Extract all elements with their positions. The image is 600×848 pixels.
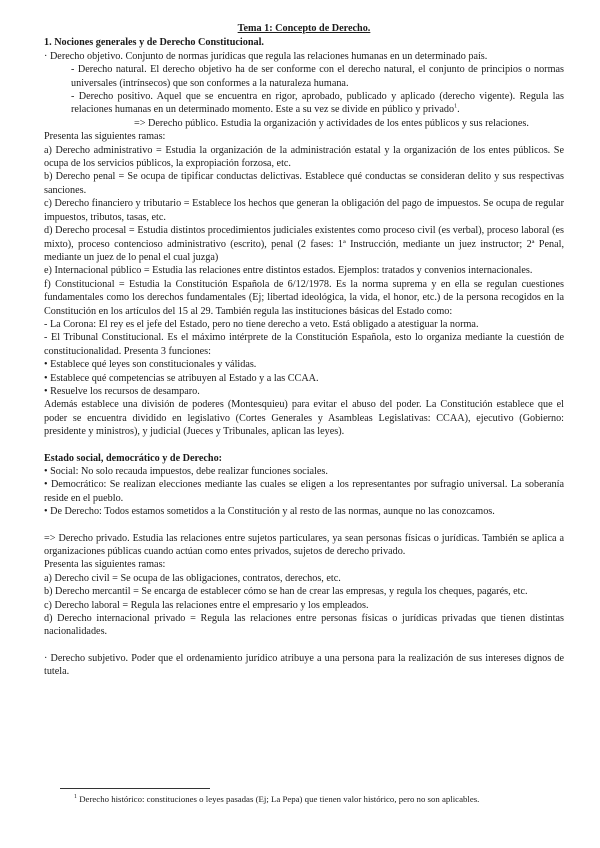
bullet-democratico: • Democrático: Se realizan elecciones mediante las cuales se eligen a los representantes por sufragio universal. La soberanía reside en el pueblo.: [44, 479, 564, 504]
para-ramas-privado: Presenta las siguientes ramas:: [44, 559, 166, 571]
para-derecho-positivo: - Derecho positivo. Aquel que se encuentra en rigor, aprobado, publicado y aplicado (derecho vigente). Regula las relaciones humanas en un determinado momento. Este a su vez se divide en público y privado$^1$.: [71, 91, 564, 116]
bullet-leyes: • Establece qué leyes son constitucionales y válidas.: [44, 359, 257, 371]
para-tribunal: - El Tribunal Constitucional. Es el máximo intérprete de la Constitución Española, esto lo organiza mediante la cuestión de constitucionalidad. Presenta 3 funciones:: [44, 332, 564, 357]
para-laboral: c) Derecho laboral = Regula las relaciones entre el empresario y los empleados.: [44, 599, 369, 611]
footnote-ref: 1: [454, 104, 458, 111]
bullet-desamparo: • Resuelve los recursos de desamparo.: [44, 385, 200, 397]
para-corona: - La Corona: El rey es el jefe del Estado, pero no tiene derecho a veto. Está obligado a atestiguar la norma.: [44, 318, 479, 330]
para-derecho-subjetivo: · Derecho subjetivo. Poder que el ordenamiento jurídico atribuye a una persona para la realización de sus intereses dignos de tutela.: [44, 652, 564, 678]
para-ramas-publico: Presenta las siguientes ramas:: [44, 131, 166, 143]
para-penal: b) Derecho penal = Se ocupa de tipificar conductas delictivas. Establece qué conductas se consideran delito y sus respectivas sanciones.: [44, 171, 564, 196]
para-internacional-publico: e) Internacional público = Estudia las relaciones entre distintos estados. Ejemplos: tratados y convenios internacionales.: [44, 265, 533, 277]
spacer: [44, 519, 564, 532]
bullet-de-derecho: • De Derecho: Todos estamos sometidos a la Constitución y al resto de las normas, aunque no las conozcamos.: [44, 506, 495, 518]
para-mercantil: b) Derecho mercantil = Se encarga de establecer cómo se han de crear las empresas, y regula los cheques, pagarés, etc.: [44, 586, 528, 598]
footnote: [74, 793, 534, 805]
para-admin: a) Derecho administrativo = Estudia la organización de la administración estatal y la organización de los entes públicos. Se ocupa de los servicios públicos, la expropiación forzosa, etc.: [44, 144, 564, 170]
heading-estado: Estado social, democrático y de Derecho:: [44, 452, 223, 464]
footnote-text: Derecho histórico: constituciones o leyes pasadas (Ej; La Pepa) que tienen valor histórico, pero no son aplicables.: [79, 794, 480, 804]
bullet-social: • Social: No solo recauda impuestos, debe realizar funciones sociales.: [44, 466, 328, 477]
footnote-number: 1: [74, 794, 77, 801]
page-title: Tema 1: Concepto de Derecho.: [237, 23, 371, 34]
para-derecho-objetivo: · Derecho objetivo. Conjunto de normas jurídicas que regula las relaciones humanas en un determinado país.: [44, 50, 488, 62]
para-derecho-natural: - Derecho natural. El derecho objetivo ha de ser conforme con el derecho natural, el conjunto de principios o normas universales (intrínsecos) que son conformes a la naturaleza humana.: [71, 64, 564, 89]
para-civil: a) Derecho civil = Se ocupa de las obligaciones, contratos, derechos, etc.: [44, 572, 341, 584]
document-body: [44, 22, 564, 679]
footnote-rule: [60, 788, 210, 789]
para-derecho-privado: => Derecho privado. Estudia las relaciones entre sujetos particulares, ya sean personas físicas o jurídicas. También se aplica a organizaciones públicas cuando actúan como entes privados, sujetos de derecho privado.: [44, 532, 564, 558]
spacer: [44, 439, 564, 452]
para-division-poderes: Además establece una división de poderes (Montesquieu) para evitar el abuso del poder. La Constitución establece que el poder se encuentra dividido en legislativo (Cortes Generales y Asambleas Legislativas: CCAA), ejecutivo (Gobierno: presidente y ministros), y judicial (Jueces y Tribunales, aplican las leyes).: [44, 399, 564, 438]
para-financiero: c) Derecho financiero y tributario = Establece los hechos que generan la obligación del pago de impuestos. Se ocupa de regular impuestos, tributos, tasas, etc.: [44, 198, 564, 223]
para-derecho-publico: => Derecho público. Estudia la organización y actividades de los entes públicos y sus relaciones.: [134, 117, 529, 129]
para-procesal: d) Derecho procesal = Estudia distintos procedimientos judiciales existentes como proceso civil (es verbal), proceso laboral (es mixto), proceso contencioso administrativo (escrito), penal (2 fases: 1ª Instrucción, mediante un juez instructor; 2ª Penal, mediante un juez de lo penal el cual juzga): [44, 225, 564, 263]
spacer: [44, 639, 564, 652]
para-constitucional: f) Constitucional = Estudia la Constitución Española de 6/12/1978. Es la norma suprema y en ella se regulan cuestiones fundamentales como los derechos fundamentales (Ej; libertad ideológica, la vida, el honor, etc.) de la persona recogidos en la Constitución en los artículos del 15 al 29. También regula las instituciones básicas del Estado como:: [44, 278, 564, 317]
para-derecho-positivo-text: - Derecho positivo. Aquel que se encuentra en rigor, aprobado, publicado y aplicado (derecho vigente). Regula las relaciones humanas en un determinado momento. Este a su vez se divide en público y privado: [71, 91, 564, 116]
para-internacional-privado: d) Derecho internacional privado = Regula las relaciones entre personas físicas o jurídicas privadas que tienen distintas nacionalidades.: [44, 613, 564, 638]
section-heading: 1. Nociones generales y de Derecho Constitucional.: [44, 37, 264, 49]
bullet-competencias: • Establece qué competencias se atribuyen al Estado y a las CCAA.: [44, 372, 319, 384]
